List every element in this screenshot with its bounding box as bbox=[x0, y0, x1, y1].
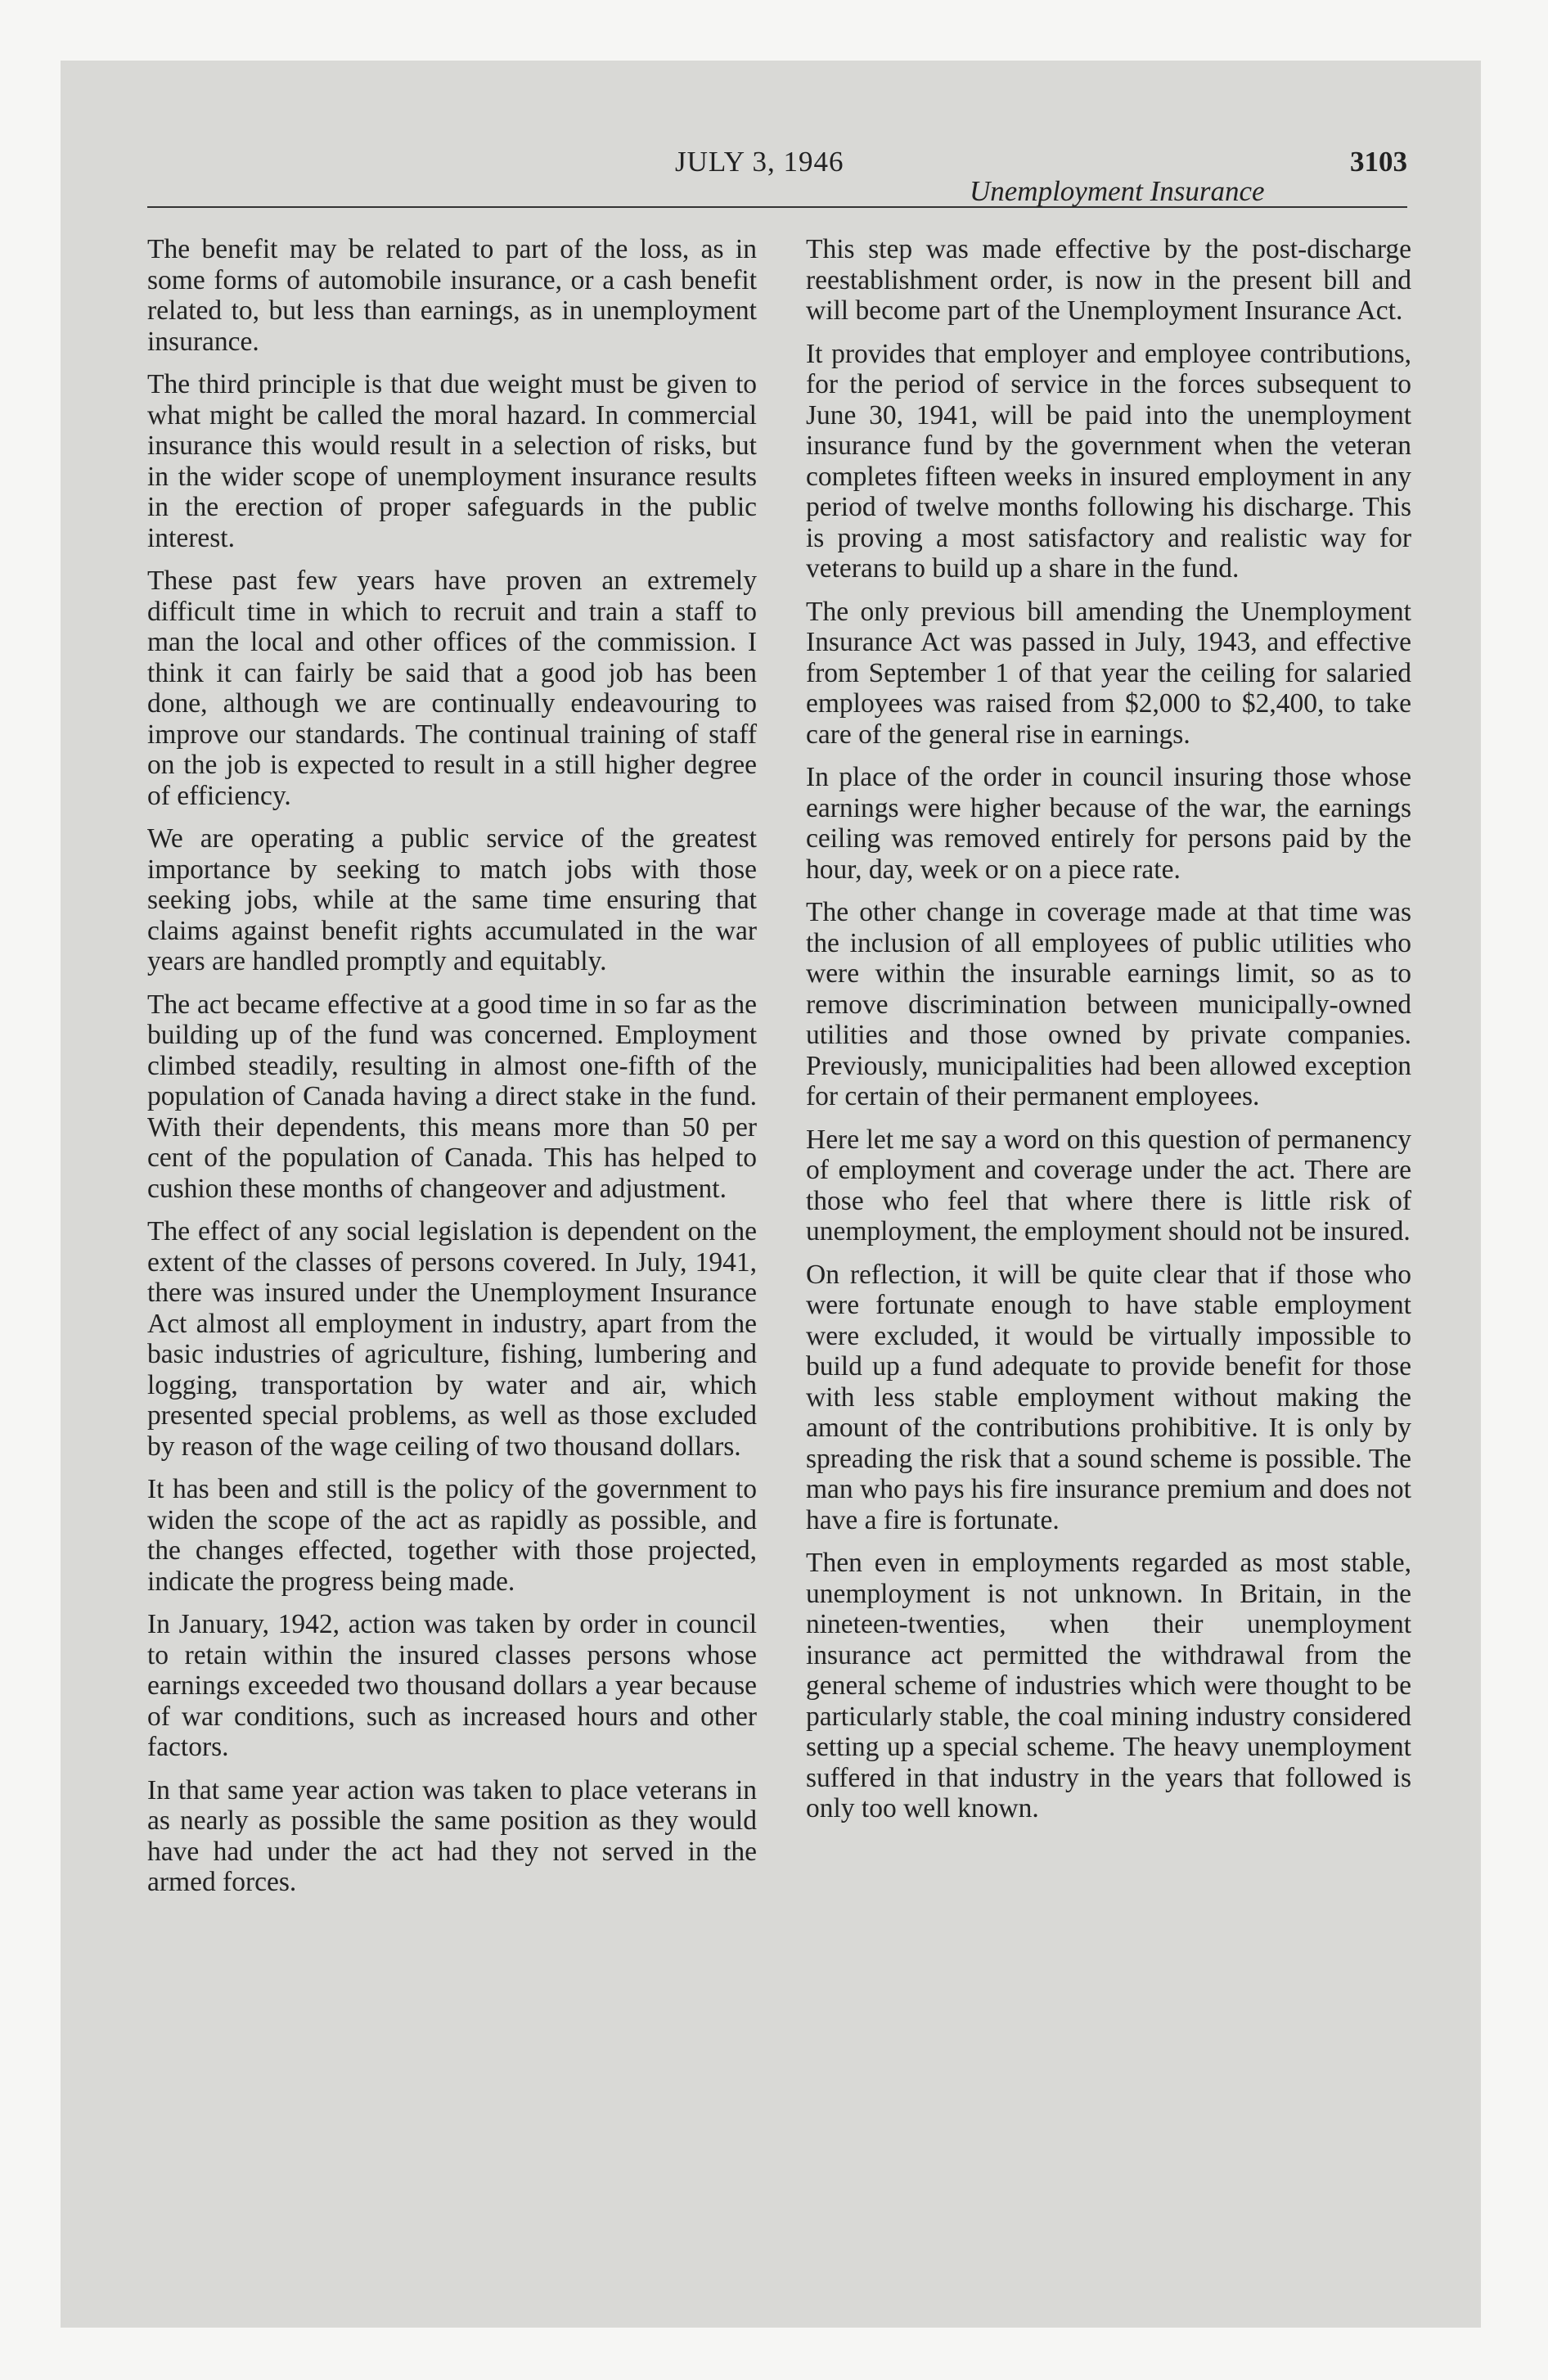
paragraph: This step was made effective by the post-discharge reestablishment order, is now in the present bill and will become part of the Unemployment Insurance Act. bbox=[806, 234, 1411, 326]
right-column bbox=[806, 234, 1411, 1837]
paragraph: The benefit may be related to part of the loss, as in some forms of automobile insurance, or a cash benefit related to, but less than earnings, as in unemployment insurance. bbox=[147, 234, 757, 357]
paragraph: The other change in coverage made at that time was the inclusion of all employees of public utilities who were within the insurable earnings limit, so as to remove discrimination between municipally-owned utilities and those owned by private companies. Previously, municipalities had been allowed exception for certain of their permanent employees. bbox=[806, 897, 1411, 1111]
paragraph: The act became effective at a good time in so far as the building up of the fund was concerned. Employment climbed steadily, resulting in almost one-fifth of the population of Canada having a direct stake in the fund. With their dependents, this means more than 50 per cent of the population of Canada. This has helped to cushion these months of changeover and adjustment. bbox=[147, 989, 757, 1204]
paragraph: It provides that employer and employee contributions, for the period of service in the forces subsequent to June 30, 1941, will be paid into the unemployment insurance fund by the government when the veteran completes fifteen weeks in insured employment in any period of twelve months following his discharge. This is proving a most satisfactory and realistic way for veterans to build up a share in the fund. bbox=[806, 338, 1411, 584]
paragraph: It has been and still is the policy of the government to widen the scope of the act as rapidly as possible, and the changes effected, together with those projected, indicate the progress being made. bbox=[147, 1474, 757, 1597]
page-header bbox=[147, 137, 1407, 208]
paragraph: In place of the order in council insuring those whose earnings were higher because of the war, the earnings ceiling was removed entirely for persons paid by the hour, day, week or on a piece rate. bbox=[806, 762, 1411, 885]
header-section-title: Unemployment Insurance bbox=[970, 175, 1265, 207]
paragraph: Here let me say a word on this question of permanency of employment and coverage under the act. There are those who feel that where there is little risk of unemployment, the employment should not be insured. bbox=[806, 1124, 1411, 1246]
left-column bbox=[147, 234, 757, 1910]
paragraph: Then even in employments regarded as most stable, unemployment is not unknown. In Britain, in the nineteen-twenties, when their unemployment insurance act permitted the withdrawal from the general scheme of industries which were thought to be particularly stable, the coal mining industry considered setting up a special scheme. The heavy unemployment suffered in that industry in the years that followed is only too well known. bbox=[806, 1548, 1411, 1823]
header-page-number: 3103 bbox=[1350, 146, 1407, 178]
header-date: JULY 3, 1946 bbox=[675, 146, 844, 178]
paragraph: In January, 1942, action was taken by order in council to retain within the insured classes persons whose earnings exceeded two thousand dollars a year because of war conditions, such as increased hours and other factors. bbox=[147, 1609, 757, 1762]
paragraph: In that same year action was taken to place veterans in as nearly as possible the same position as they would have had under the act had they not served in the armed forces. bbox=[147, 1774, 757, 1897]
paragraph: On reflection, it will be quite clear that if those who were fortunate enough to have stable employment were excluded, it would be virtually impossible to build up a fund adequate to provide benefit for those with less stable employment without making the amount of the contributions prohibitive. It is only by spreading the risk that a sound scheme is possible. The man who pays his fire insurance premium and does not have a fire is fortunate. bbox=[806, 1259, 1411, 1535]
paragraph: The only previous bill amending the Unemployment Insurance Act was passed in July, 1943, and effective from September 1 of that year the ceiling for salaried employees was raised from $2,000 to $2,400, to take care of the general rise in earnings. bbox=[806, 596, 1411, 750]
paragraph: These past few years have proven an extremely difficult time in which to recruit and train a staff to man the local and other offices of the commission. I think it can fairly be said that a good job has been done, although we are continually endeavouring to improve our standards. The continual training of staff on the job is expected to result in a still higher degree of efficiency. bbox=[147, 566, 757, 811]
paragraph: The effect of any social legislation is dependent on the extent of the classes of persons covered. In July, 1941, there was insured under the Unemployment Insurance Act almost all employment in industry, apart from the basic industries of agriculture, fishing, lumbering and logging, transportation by water and air, which presented special problems, as well as those excluded by reason of the wage ceiling of two thousand dollars. bbox=[147, 1216, 757, 1462]
paragraph: We are operating a public service of the greatest importance by seeking to match jobs with those seeking jobs, while at the same time ensuring that claims against benefit rights accumulated in the war years are handled promptly and equitably. bbox=[147, 823, 757, 976]
paragraph: The third principle is that due weight must be given to what might be called the moral hazard. In commercial insurance this would result in a selection of risks, but in the wider scope of unemployment insurance results in the erection of proper safeguards in the public interest. bbox=[147, 369, 757, 553]
